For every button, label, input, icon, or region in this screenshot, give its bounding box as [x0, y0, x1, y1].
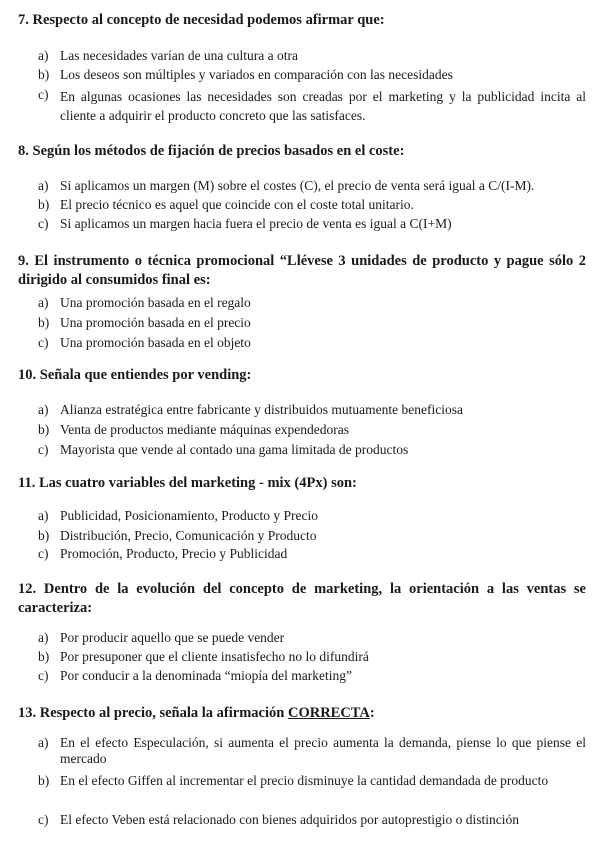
option-text: En el efecto Giffen al incrementar el precio disminuye la cantidad demandada de producto — [60, 773, 549, 788]
option-letter: a) — [38, 508, 49, 523]
question-8-option-c — [38, 216, 586, 232]
option-text: En el efecto Especulación, si aumenta el precio aumenta la demanda, piense lo que piense el mercado — [60, 735, 586, 766]
option-text: El efecto Veben está relacionado con bienes adquiridos por autoprestigio o distinción — [60, 812, 519, 827]
option-letter: b) — [38, 528, 50, 543]
question-12-option-a — [38, 630, 586, 646]
option-text: En algunas ocasiones las necesidades son creadas por el marketing y la publicidad incita al cliente a adquirir el producto concreto que las satisfaces. — [60, 89, 586, 123]
option-text: Publicidad, Posicionamiento, Producto y Precio — [60, 508, 318, 523]
option-letter: a) — [38, 630, 49, 645]
option-letter: b) — [38, 197, 50, 212]
option-text: Una promoción basada en el objeto — [60, 335, 251, 350]
question-11-option-b — [38, 528, 586, 544]
option-text: Si aplicamos un margen hacia fuera el precio de venta es igual a C(I+M) — [60, 216, 452, 231]
option-letter: a) — [38, 295, 49, 310]
question-11-option-c — [38, 546, 586, 562]
option-letter: c) — [38, 668, 49, 683]
question-12-option-c — [38, 668, 586, 684]
option-text: Venta de productos mediante máquinas expendedoras — [60, 422, 350, 437]
option-text: Los deseos son múltiples y variados en comparación con las necesidades — [60, 67, 453, 82]
question-8-option-a — [38, 178, 586, 194]
option-letter: a) — [38, 735, 49, 750]
question-10-title: 10. Señala que entiendes por vending: — [18, 367, 252, 383]
question-7-option-a — [38, 48, 586, 64]
option-text: Si aplicamos un margen (M) sobre el costes (C), el precio de venta será igual a C/(I-M). — [60, 178, 535, 193]
option-letter: b) — [38, 422, 50, 437]
option-text: Por producir aquello que se puede vender — [60, 630, 285, 645]
question-13-option-a — [38, 735, 586, 767]
question-10-option-c — [38, 442, 586, 458]
question-12-option-b — [38, 649, 586, 665]
option-text: Alianza estratégica entre fabricante y distribuidos mutuamente beneficiosa — [60, 402, 463, 417]
question-7-option-b — [38, 67, 586, 83]
option-letter: c) — [38, 87, 49, 102]
option-text: Una promoción basada en el regalo — [60, 295, 251, 310]
question-10-option-a — [38, 402, 586, 418]
option-letter: a) — [38, 178, 49, 193]
option-letter: b) — [38, 315, 50, 330]
option-letter: c) — [38, 216, 49, 231]
question-7-title: 7. Respecto al concepto de necesidad podemos afirmar que: — [18, 12, 385, 28]
question-12-title: 12. Dentro de la evolución del concepto de marketing, la orientación a las ventas se caracteriza: — [18, 581, 586, 616]
option-text: Mayorista que vende al contado una gama limitada de productos — [60, 442, 409, 457]
question-13-title — [18, 705, 586, 722]
question-13-title-prefix: 13. Respecto al precio, señala la afirmación — [18, 705, 288, 721]
question-10-option-b — [38, 422, 586, 438]
question-8-title: 8. Según los métodos de fijación de precios basados en el coste: — [18, 143, 405, 159]
question-8-option-b — [38, 197, 586, 213]
option-text: Distribución, Precio, Comunicación y Producto — [60, 528, 317, 543]
option-text: El precio técnico es aquel que coincide con el coste total unitario. — [60, 197, 414, 212]
question-13-option-b — [38, 773, 586, 789]
option-letter: a) — [38, 402, 49, 417]
option-letter: b) — [38, 649, 50, 664]
option-letter: c) — [38, 335, 49, 350]
option-letter: c) — [38, 812, 49, 827]
option-text: Por presuponer que el cliente insatisfecho no lo difundirá — [60, 649, 369, 664]
option-letter: c) — [38, 546, 49, 561]
question-13-option-c — [38, 812, 586, 828]
option-letter: a) — [38, 48, 49, 63]
question-9-option-a — [38, 295, 586, 311]
option-letter: b) — [38, 67, 50, 82]
option-text: Promoción, Producto, Precio y Publicidad — [60, 546, 288, 561]
question-7-option-c — [38, 87, 586, 125]
option-text: Las necesidades varían de una cultura a otra — [60, 48, 299, 63]
option-text: Una promoción basada en el precio — [60, 315, 251, 330]
question-11-title: 11. Las cuatro variables del marketing - mix (4Px) son: — [18, 475, 357, 491]
question-9-title: 9. El instrumento o técnica promocional “Llévese 3 unidades de producto y pague sólo 2 dirigido al consumidos final es: — [18, 253, 586, 288]
question-13-title-emphasis: CORRECTA — [287, 705, 370, 721]
question-11-option-a — [38, 508, 586, 524]
question-9-option-b — [38, 315, 586, 331]
option-letter: c) — [38, 442, 49, 457]
question-13-title-suffix: : — [369, 705, 375, 721]
option-letter: b) — [38, 773, 50, 788]
option-text: Por conducir a la denominada “miopía del marketing” — [60, 668, 353, 683]
question-9-option-c — [38, 335, 586, 351]
